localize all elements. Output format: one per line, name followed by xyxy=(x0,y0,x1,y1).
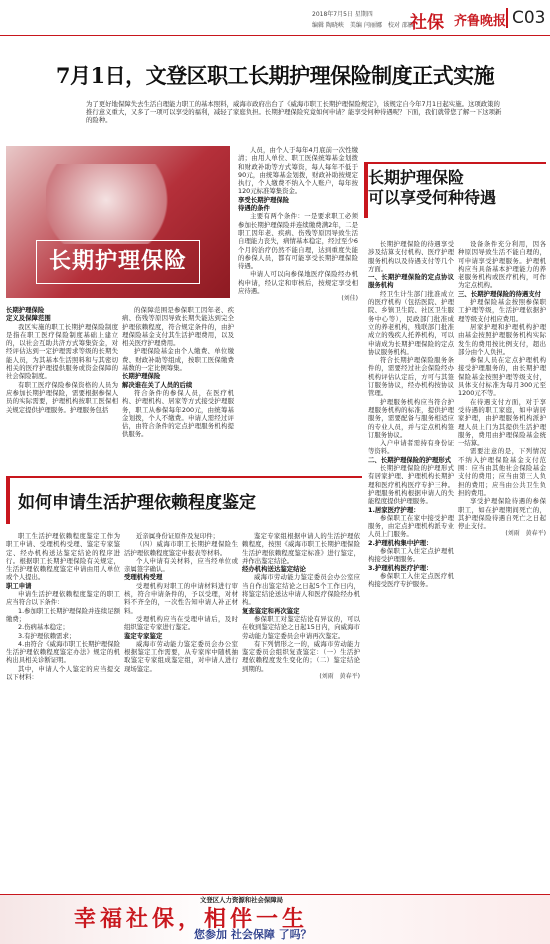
paragraph: 长期护理保险的护理形式有居家护理、护理机构长期护理和医疗机构医疗专护三种。护理服务机构根据申请人的失能程度提供护理服务。 xyxy=(368,464,454,506)
paragraph: 参保职工入住定点护理机构接受护理服务。 xyxy=(368,546,454,564)
paragraph: 在待遇支付方面，对于享受待遇的职工家庭，如申请居家护理，由护理服务机构派护理人员上门为其提供生活护理服务，费用由护理保险基金统一结算。 xyxy=(458,397,546,448)
issue-date: 2018年7月5日 星期四 xyxy=(312,11,373,18)
subheading: 1.居家医疗护理： xyxy=(368,505,420,514)
page-header xyxy=(0,0,550,36)
section-headline: 如何申请生活护理依赖程度鉴定 xyxy=(18,493,256,513)
page-number: C03 xyxy=(512,8,546,28)
byline: (刘雨 黄春平) xyxy=(505,530,546,538)
paragraph: （四）威海市职工长期护理保险生活护理依赖程度鉴定申报表等材料。 xyxy=(124,540,238,557)
subheading: 一、长期护理保险的定点协议服务机构 xyxy=(368,273,454,290)
byline: (刘佳) xyxy=(341,295,358,303)
footer-caption: 文登区人力资源和社会保障局 xyxy=(200,896,284,904)
paragraph: 1.参加职工长期护理保险并连续足额缴费； xyxy=(6,606,120,623)
subheading: 享受长期护理保险 xyxy=(238,195,290,204)
paragraph: 符合长期护理保险服务条件的，需要经过社会保险经办机构评估认定后，方可与其签订服务协议，经办机构按协议管理。 xyxy=(368,356,454,398)
paragraph: 其中，申请人个人鉴定的应当提交以下材料： xyxy=(6,664,120,682)
header-divider xyxy=(506,8,508,28)
paragraph: 受理机构应当在受理申请后，及时组织鉴定专家进行鉴定。 xyxy=(124,614,238,632)
paragraph: 设备条件充分利用，因各种原因导致生活不能自理的，可申请享受护理服务。护理机构应当具备基本护理能力的养老服务机构或医疗机构，可作为定点机构。 xyxy=(458,240,546,290)
subheading: 鉴定专家鉴定 xyxy=(124,631,163,640)
subheading: 3.护理机构医疗护理： xyxy=(368,563,433,572)
paragraph: 需要注意的是，下列情况不纳入护理保险基金支付范围：应当由其他社会保险基金支付的费用；应当由第三人负担的费用；应当由公共卫生负担的费用。 xyxy=(458,447,546,497)
article-column-1 xyxy=(6,306,118,414)
newspaper-logo: 齐鲁晚报 xyxy=(454,14,507,29)
paragraph: 4.由符合《威海市职工长期护理保险生活护理依赖程度鉴定办法》规定的机构出具相关诊断证明。 xyxy=(6,639,120,665)
page-headline: 7月1日，文登区职工长期护理保险制度正式实施 xyxy=(55,63,495,88)
paragraph: 参保人员在定点护理机构接受护理服务的，由长期护理保险基金按照护理等级支付，具体支付标准为每月300元至1200元不等。 xyxy=(458,356,546,398)
subheading: 待遇的条件 xyxy=(238,204,270,213)
paragraph: 有下列情形之一的，威海市劳动能力鉴定委员会组织复查鉴定：（一）生活护理依赖程度发生变化的；（二）鉴定结论到期的。 xyxy=(242,639,360,673)
elderly-care-figure xyxy=(46,164,196,244)
paragraph: 鉴定专家组根据申请人的生活护理依赖程度，按照《威海市职工长期护理保险生活护理依赖程度鉴定标准》进行鉴定，并作出鉴定结论。 xyxy=(242,532,360,565)
paragraph: 护理保险基金按照参保职工护理等级，生活护理依据护理等级支付相应费用。 xyxy=(458,298,546,323)
article-column-b1 xyxy=(6,532,120,681)
paragraph: 的保障范围是参保职工因年老、疾病、伤残等原因导致长期失能达到完全护理依赖程度，符合规定条件的，由护理保险基金支付其生活护理费用，以及相关医疗护理费用。 xyxy=(122,306,234,348)
subheading: 长期护理保险 xyxy=(6,306,45,314)
subheading: 职工申请 xyxy=(6,581,32,590)
article-column-2 xyxy=(122,306,234,439)
lede-paragraph: 为了更好地保障失去生活自理能力职工的基本照料，威海市政府出台了《威海市职工长期护理保险规定》，该规定自今年7月1日起实施。这项政策的推行意义重大，又多了一项可以享受的福利，减轻了家庭负担。长期护理保险究竟如何申请？能享受何种待遇呢？下面，我们就带您了解一下这项新的险种。 xyxy=(86,100,502,125)
subheading: 复查鉴定和再次鉴定 xyxy=(242,606,300,615)
paragraph: 护理保险基金由个人缴费、单位缴费、财政补助等组成，按职工医保缴费基数的一定比例筹集。 xyxy=(122,347,234,373)
paragraph: 居家护理和护理机构护理由基金按照护理服务机构实际发生的费用按比例支付，超出部分由个人负担。 xyxy=(458,322,546,356)
paragraph: 申请人可以向参保地医疗保险经办机构申请，经认定和审核后，按规定享受相应待遇。 xyxy=(238,270,358,296)
paragraph: 参保职工入住定点医疗机构接受医疗专护服务。 xyxy=(368,571,454,589)
paragraph: 主要有两个条件：一是要求职工必须参加长期护理保险并连续缴费满2年，二是职工因年老、疾病、伤残等原因导致生活自理能力丧失，病情基本稳定，经过至少6个月的治疗仍然不能自理，达到重度失能的参保人员，都有可能享受长期护理保险待遇。 xyxy=(238,212,358,271)
paragraph: 3.有护理依赖需求； xyxy=(18,631,76,640)
paragraph: 职工生活护理依赖程度鉴定工作为职工申请、受理机构受理、鉴定专家鉴定、经办机构送达鉴定结论的程序进行。根据职工长期护理保险有关规定，生活护理依赖程度鉴定申请由用人单位或个人提出。 xyxy=(6,532,120,582)
byline: (刘雨 黄春平) xyxy=(319,673,360,681)
paragraph: 威海市劳动能力鉴定委员会办公室应当自作出鉴定结论之日起5个工作日内，将鉴定结论送达申请人和医疗保险经办机构。 xyxy=(242,573,360,607)
sidebar-headline xyxy=(368,168,546,208)
subheading: 受理机构受理 xyxy=(124,573,163,582)
subheading: 长期护理保险 xyxy=(122,372,161,381)
paragraph: 护理服务机构应当符合护理服务机构的标准，提供护理服务，需要配备与服务相适应的专业人员，并与定点机构签订服务协议。 xyxy=(368,397,454,439)
hero-title: 长期护理保险 xyxy=(36,240,200,284)
paragraph: 近亲属身份证原件及复印件； xyxy=(136,532,220,540)
paragraph: 威海市劳动能力鉴定委员会办公室根据鉴定工作需要，从专家库中随机抽取鉴定专家组成鉴定组，对申请人进行现场鉴定。 xyxy=(124,639,238,673)
article-column-3 xyxy=(238,146,358,304)
paragraph: 人员，由个人于每年4月底前一次性缴清；由用人单位、职工医保统筹基金划拨和财政补助等方式筹资，每人每年不低于90元，由统筹基金划拨，财政补助按规定执行，个人缴费不纳入个人账户，每年按120元标准筹集资金。 xyxy=(238,146,358,196)
section-name: 社保 xyxy=(410,13,444,33)
paragraph: 个人申请有关材料，应当经单位或亲属签字确认。 xyxy=(124,556,238,574)
article-column-b3 xyxy=(242,532,360,681)
paragraph: 享受护理保险待遇的参保职工，如在护理期间死亡的，其护理保险待遇自死亡之日起停止支付。 xyxy=(458,497,546,531)
paragraph: 符合条件的参保人员，在医疗机构、护理机构、居家等方式接受护理服务，职工从参保每年200元，由统筹基金划拨，个人不缴费。申请人需经过评估，由符合条件的定点护理服务机构提供服务。 xyxy=(122,388,234,439)
paragraph: 入户申请者需持有身份证等资料。 xyxy=(368,439,454,456)
subheading: 定义及保障范围 xyxy=(6,314,51,323)
hero-illustration xyxy=(6,146,230,298)
footer-slogan: 幸福社保，相伴一生 xyxy=(74,906,309,932)
paragraph: 申请生活护理依赖程度鉴定的职工应当符合以下条件： xyxy=(6,590,120,607)
paragraph: 2.伤病基本稳定； xyxy=(18,623,69,632)
paragraph: 我区实施的职工长期护理保险制度是指在职工医疗保险制度基础上建立的，以社会互助共济方式筹集资金，对经评估达到一定护理需求等级的长期失能人员，为其基本生活照料和与其密切相关的医疗护理提供服务或资金保障的社会保险制度。 xyxy=(6,322,118,381)
subheading: 二、长期护理保险的护理形式 xyxy=(368,455,452,464)
editor-credits: 编辑 陶晓峡 美编 闫丽娜 校对 邵雁 xyxy=(312,22,414,29)
subheading: 2.护理机构集中护理： xyxy=(368,538,433,547)
paragraph: 参保职工对鉴定结论有异议的，可以在收到鉴定结论之日起15日内，向威海市劳动能力鉴定委员会申请再次鉴定。 xyxy=(242,614,360,640)
sidebar-headline-text: 长期护理保险 可以享受何种待遇 xyxy=(368,168,497,207)
footer-subslogan: 您参加 社会保障 了吗？ xyxy=(194,928,312,941)
article-column-4 xyxy=(368,240,454,588)
paragraph: 长期护理保险的待遇享受涉及结算支付机构、医疗护理服务机构以及待遇支付等几个方面。 xyxy=(368,240,454,273)
article-column-b2 xyxy=(124,532,238,673)
subheading: 经办机构送达鉴定结论 xyxy=(242,565,306,574)
paragraph: 经卫生计生部门批准成立的医疗机构（包括医院、护理院、乡镇卫生院、社区卫生服务中心等），民政部门批准成立的养老机构，残联部门批准成立的残疾人托养机构，可以申请成为长期护理保险的定点协议服务机构。 xyxy=(368,289,454,356)
paragraph: 参保职工在家中接受护理服务，由定点护理机构派专业人员上门服务。 xyxy=(368,513,454,539)
paragraph: 受理机构对职工的申请材料进行审核，符合申请条件的，予以受理，对材料不齐全的，一次性告知申请人补正材料。 xyxy=(124,581,238,615)
subheading: 解决谁在关了人员的后续 xyxy=(122,380,193,389)
article-column-5 xyxy=(458,240,546,539)
paragraph: 有职工医疗保险参保资格的人员为应参加长期护理保险，需要根据参保人员的实际需要，护理机构按职工医保相关规定提供护理服务。护理服务包括 xyxy=(6,380,118,414)
subheading: 三、长期护理保险的待遇支付 xyxy=(458,289,542,298)
